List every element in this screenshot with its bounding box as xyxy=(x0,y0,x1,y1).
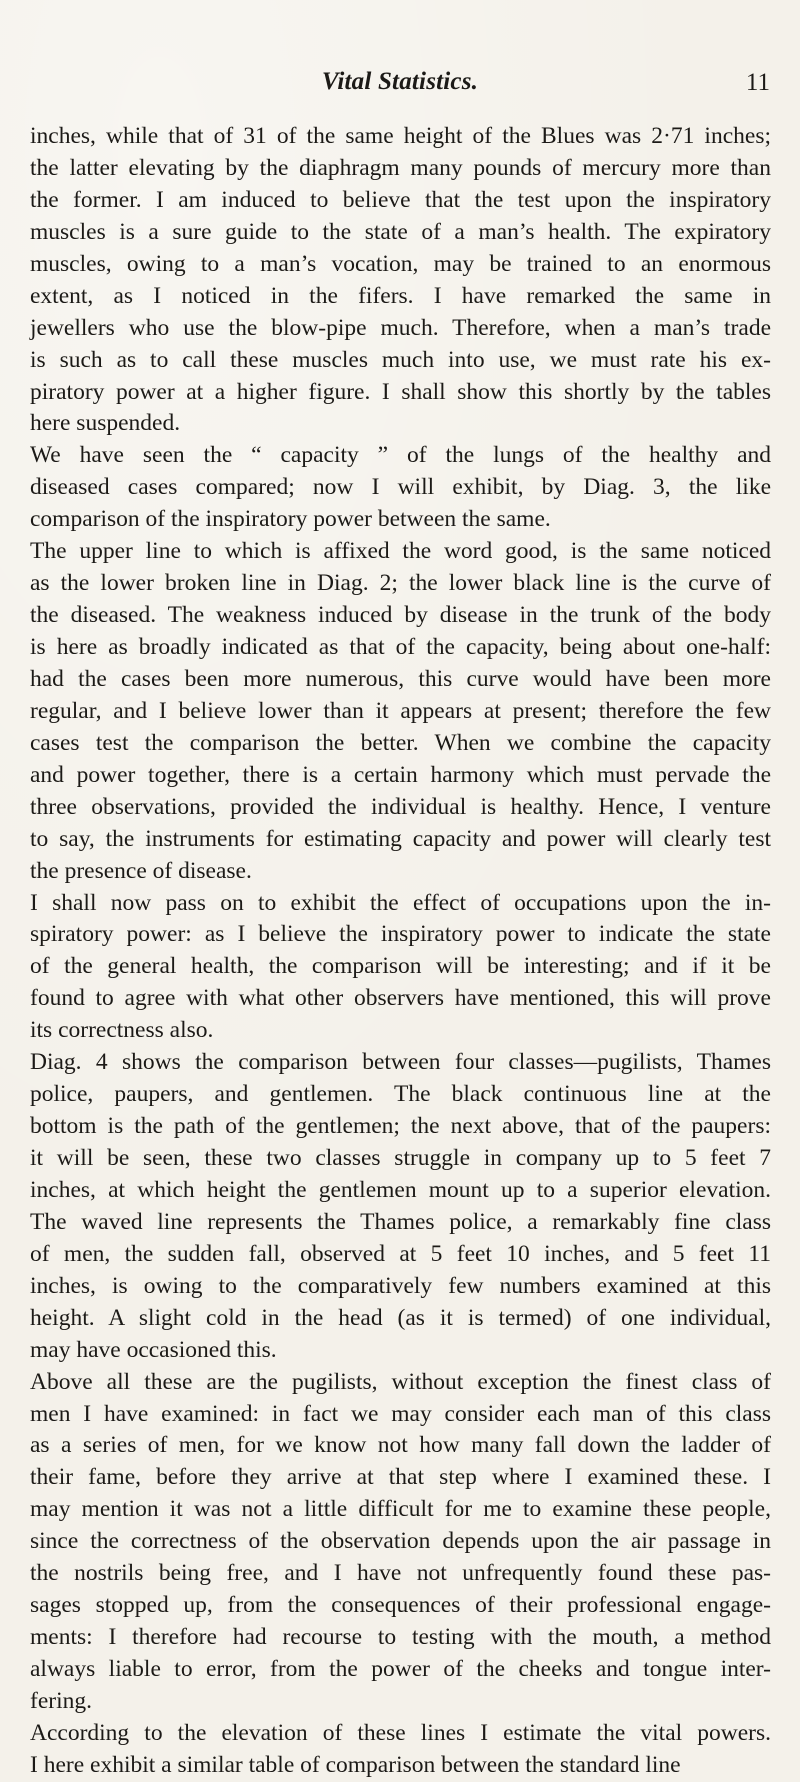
text-line: diseased cases compared; now I will exhibit, by Diag. 3, the like xyxy=(30,474,771,501)
text-line: Above all these are the pugilists, without exception the finest class of xyxy=(30,1368,771,1395)
text-line: is such as to call these muscles much into use, we must rate his ex- xyxy=(30,346,771,373)
text-line: ments: I therefore had recourse to testing with the mouth, a method xyxy=(30,1624,771,1651)
text-line: muscles, owing to a man’s vocation, may be trained to an enormous xyxy=(30,250,771,277)
text-line: bottom is the path of the gentlemen; the next above, that of the paupers: xyxy=(30,1113,771,1140)
text-line: may have occasioned this. xyxy=(30,1336,277,1363)
text-line: comparison of the inspiratory power between the same. xyxy=(30,506,551,533)
text-line: of men, the sudden fall, observed at 5 feet 10 inches, and 5 feet 11 xyxy=(30,1240,771,1267)
text-line: police, paupers, and gentlemen. The black continuous line at the xyxy=(30,1081,771,1108)
text-line: inches, is owing to the comparatively few numbers examined at this xyxy=(30,1272,771,1299)
text-line: inches, at which height the gentlemen mount up to a superior elevation. xyxy=(30,1176,771,1203)
text-line: the former. I am induced to believe that the test upon the inspiratory xyxy=(30,186,771,213)
text-line: of the general health, the comparison will be interesting; and if it be xyxy=(30,953,771,980)
text-line: I here exhibit a similar table of comparison between the standard line xyxy=(30,1751,681,1778)
text-line: is here as broadly indicated as that of the capacity, being about one-half: xyxy=(30,634,771,660)
text-line: muscles is a sure guide to the state of a man’s health. The expiratory xyxy=(30,218,771,245)
running-header xyxy=(30,68,770,108)
text-line: height. A slight cold in the head (as it is termed) of one individual, xyxy=(30,1304,771,1331)
text-line: piratory power at a higher figure. I shall show this shortly by the tables xyxy=(30,378,771,405)
body-text xyxy=(30,121,771,1782)
text-line: cases test the comparison the better. When we combine the capacity xyxy=(30,729,771,756)
text-line: as the lower broken line in Diag. 2; the lower black line is the curve of xyxy=(30,570,771,597)
text-line: spiratory power: as I believe the inspiratory power to indicate the state xyxy=(30,921,771,948)
text-line: the diseased. The weakness induced by disease in the trunk of the body xyxy=(30,602,771,629)
text-line: inches, while that of 31 of the same height of the Blues was 2·71 inches; xyxy=(30,123,771,149)
text-line: may mention it was not a little difficult for me to examine these people, xyxy=(30,1496,771,1523)
text-line: since the correctness of the observation depends upon the air passage in xyxy=(30,1528,771,1555)
text-line: its correctness also. xyxy=(30,1017,214,1044)
text-line: jewellers who use the blow-pipe much. Therefore, when a man’s trade xyxy=(30,314,771,341)
text-line: fering. xyxy=(30,1687,92,1714)
text-line: I shall now pass on to exhibit the effect of occupations upon the in- xyxy=(30,889,771,916)
text-line: The waved line represents the Thames police, a remarkably fine class xyxy=(30,1208,771,1235)
text-line: Diag. 4 shows the comparison between four classes—pugilists, Thames xyxy=(30,1049,771,1076)
text-line: the presence of disease. xyxy=(30,857,252,884)
text-line: the nostrils being free, and I have not unfrequently found these pas- xyxy=(30,1560,771,1587)
page-number: 11 xyxy=(745,69,770,96)
text-line: the latter elevating by the diaphragm many pounds of mercury more than xyxy=(30,154,771,181)
text-line: The upper line to which is affixed the word good, is the same noticed xyxy=(30,538,771,565)
text-line: We have seen the “ capacity ” of the lungs of the healthy and xyxy=(30,442,771,469)
text-line: regular, and I believe lower than it appears at present; therefore the few xyxy=(30,697,771,724)
text-line: to say, the instruments for estimating capacity and power will clearly test xyxy=(30,825,771,852)
text-line: men I have examined: in fact we may consider each man of this class xyxy=(30,1400,771,1427)
text-line: sages stopped up, from the consequences of their professional engage- xyxy=(30,1592,771,1619)
text-line: extent, as I noticed in the fifers. I have remarked the same in xyxy=(30,282,771,309)
running-title: Vital Statistics. xyxy=(321,68,479,95)
text-line: it will be seen, these two classes struggle in company up to 5 feet 7 xyxy=(30,1145,771,1171)
text-line: found to agree with what other observers have mentioned, this will prove xyxy=(30,985,771,1012)
text-line: According to the elevation of these lines I estimate the vital powers. xyxy=(30,1719,771,1746)
text-line: always liable to error, from the power of the cheeks and tongue inter- xyxy=(30,1656,771,1682)
text-line: as a series of men, for we know not how many fall down the ladder of xyxy=(30,1432,771,1459)
text-line: and power together, there is a certain harmony which must pervade the xyxy=(30,761,771,788)
text-line: here suspended. xyxy=(30,410,181,437)
text-line: three observations, provided the individual is healthy. Hence, I venture xyxy=(30,793,771,820)
text-line: their fame, before they arrive at that step where I examined these. I xyxy=(30,1464,771,1491)
text-line: had the cases been more numerous, this curve would have been more xyxy=(30,665,771,692)
